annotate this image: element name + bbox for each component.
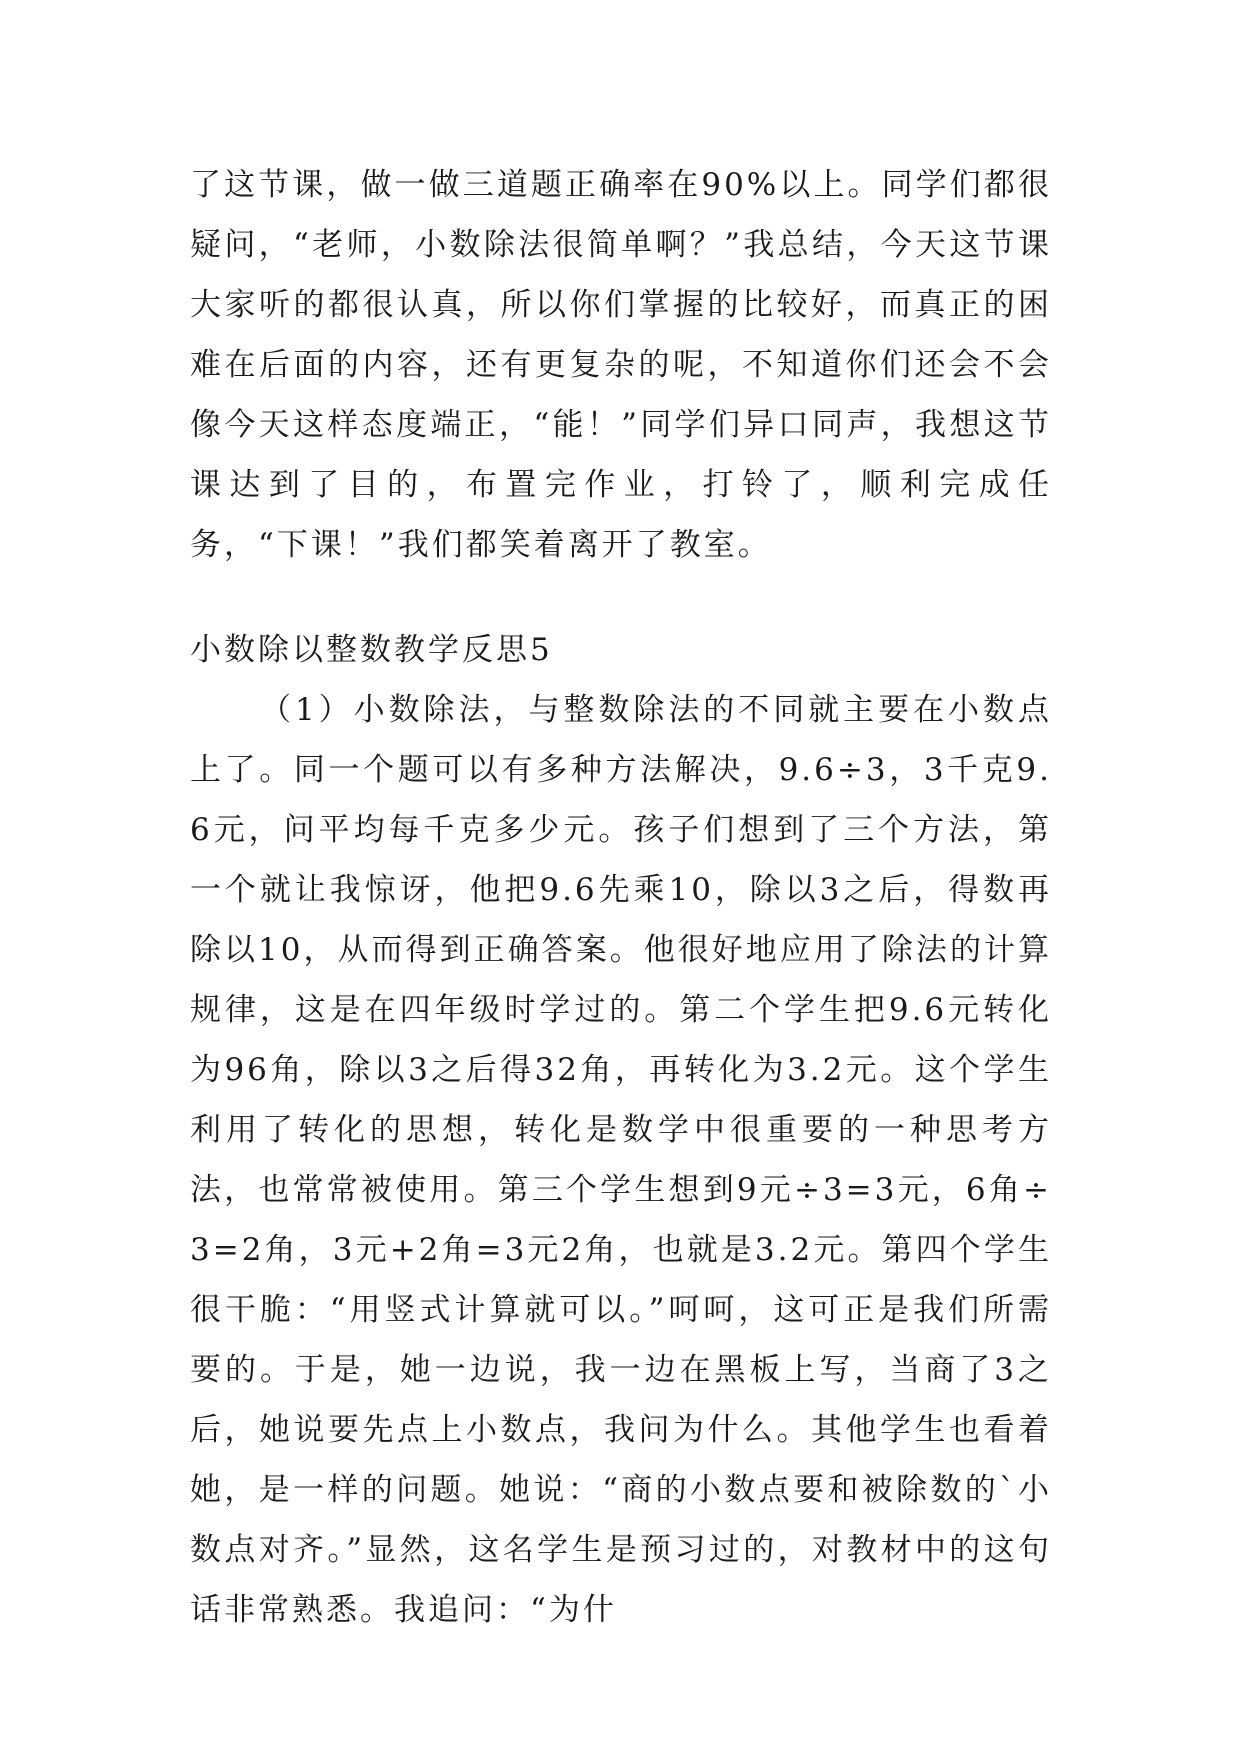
paragraph-top: 了这节课，做一做三道题正确率在90%以上。同学们都很疑问，“老师，小数除法很简单啊？”我总结，今天这节课大家听的都很认真，所以你们掌握的比较好，而真正的困难在后面的内容，还有更复杂的呢，不知道你们还会不会像今天这样态度端正，“能！”同学们异口同声，我想这节课达到了目的，布置完作业，打铃了，顺利完成任务，“下课！”我们都笑着离开了教室。: [190, 167, 1052, 563]
paragraph-main: （1）小数除法，与整数除法的不同就主要在小数点上了。同一个题可以有多种方法解决，9.6÷3，3千克9.6元，问平均每千克多少元。孩子们想到了三个方法，第一个就让我惊讶，他把9.6先乘10，除以3之后，得数再除以10，从而得到正确答案。他很好地应用了除法的计算规律，这是在四年级时学过的。第二个学生把9.6元转化为96角，除以3之后得32角，再转化为3.2元。这个学生利用了转化的思想，转化是数学中很重要的一种思考方法，也常常被使用。第三个学生想到9元÷3=3元，6角÷3=2角，3元+2角=3元2角，也就是3.2元。第四个学生很干脆：“用竖式计算就可以。”呵呵，这可正是我们所需要的。于是，她一边说，我一边在黑板上写，当商了3之后，她说要先点上小数点，我问为什么。其他学生也看着她，是一样的问题。她说：“商的小数点要和被除数的`小数点对齐。”显然，这名学生是预习过的，对教材中的这句话非常熟悉。我追问：“为什: [190, 692, 1052, 1628]
section-heading: 小数除以整数教学反思5: [190, 632, 553, 668]
